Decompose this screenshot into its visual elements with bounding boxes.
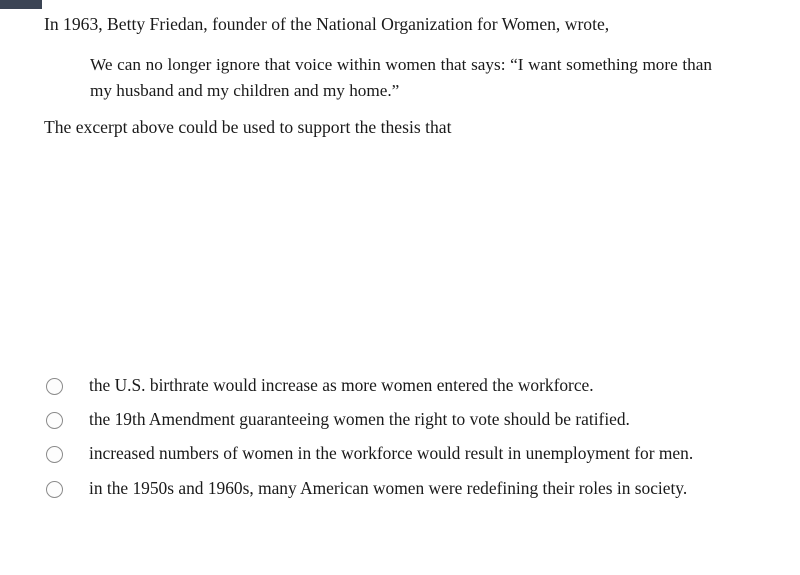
- radio-button-icon[interactable]: [46, 412, 63, 429]
- excerpt-quotation: We can no longer ignore that voice within women that says: “I want something more than my husband and my children and my home.”: [90, 55, 712, 100]
- answer-choice-label: in the 1950s and 1960s, many American women were redefining their roles in society.: [89, 477, 688, 498]
- answer-choice[interactable]: [44, 441, 784, 466]
- radio-button-icon[interactable]: [46, 378, 63, 395]
- radio-button-icon[interactable]: [46, 446, 63, 463]
- radio-button-icon[interactable]: [46, 481, 63, 498]
- answer-choice[interactable]: [44, 476, 784, 501]
- answer-choice[interactable]: [44, 373, 784, 398]
- answer-choice-label: the 19th Amendment guaranteeing women the right to vote should be ratified.: [89, 409, 630, 430]
- answer-choice[interactable]: [44, 407, 784, 432]
- question-stem: In 1963, Betty Friedan, founder of the National Organization for Women, wrote,: [44, 14, 610, 34]
- answer-choice-label: the U.S. birthrate would increase as more women entered the workforce.: [89, 375, 594, 395]
- answer-choice-label: increased numbers of women in the workforce would result in unemployment for men.: [89, 443, 694, 464]
- question-prompt: The excerpt above could be used to support the thesis that: [44, 117, 452, 137]
- page-corner-marker: [0, 0, 42, 9]
- answer-choices-list: [44, 373, 784, 501]
